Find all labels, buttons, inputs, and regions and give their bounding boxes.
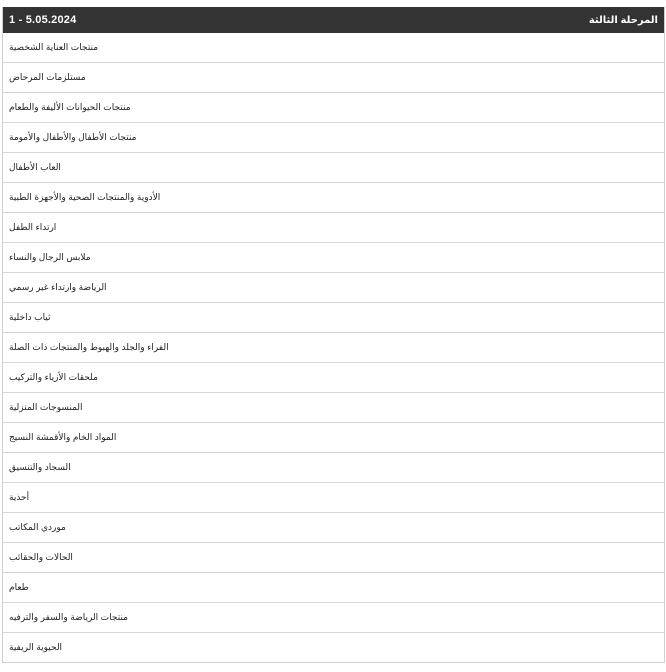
category-row[interactable] — [3, 482, 664, 512]
category-row[interactable] — [3, 182, 664, 212]
category-label: ملحقات الأزياء والتركيب — [9, 372, 98, 382]
category-row[interactable] — [3, 332, 664, 362]
category-label: أحذية — [9, 492, 30, 502]
category-label: منتجات الرياضة والسفر والترفيه — [9, 612, 128, 622]
category-label: العاب الأطفال — [9, 162, 61, 172]
phase-title: المرحلة الثالثة — [588, 14, 658, 26]
category-row[interactable] — [3, 392, 664, 422]
category-label: الحالات والحقائب — [9, 552, 73, 562]
category-label: طعام — [9, 582, 29, 592]
category-row[interactable] — [3, 632, 664, 662]
category-row[interactable] — [3, 33, 664, 62]
category-row[interactable] — [3, 122, 664, 152]
category-label: المنسوجات المنزلية — [9, 402, 83, 412]
category-label: السجاد والتنسيق — [9, 462, 71, 472]
category-label: ثياب داخلية — [9, 312, 51, 322]
category-label: ارتداء الطفل — [9, 222, 57, 232]
category-label: موردي المكاتب — [9, 522, 66, 532]
category-label: مستلزمات المرحاض — [9, 72, 86, 82]
category-row[interactable] — [3, 512, 664, 542]
category-row[interactable] — [3, 542, 664, 572]
table-header — [3, 7, 664, 33]
category-row[interactable] — [3, 212, 664, 242]
category-label: الحيوية الريفية — [9, 642, 63, 652]
category-list — [3, 33, 664, 662]
category-row[interactable] — [3, 602, 664, 632]
category-row[interactable] — [3, 362, 664, 392]
category-label: منتجات العناية الشخصية — [9, 42, 99, 52]
category-row[interactable] — [3, 62, 664, 92]
category-label: الفراء والجلد والهبوط والمنتجات ذات الصلة — [9, 342, 169, 352]
category-row[interactable] — [3, 152, 664, 182]
category-row[interactable] — [3, 302, 664, 332]
category-row[interactable] — [3, 422, 664, 452]
category-label: المواد الخام والأقمشة النسيج — [9, 432, 117, 442]
category-label: الرياضة وارتداء غير رسمي — [9, 282, 107, 292]
category-row[interactable] — [3, 452, 664, 482]
phase-table — [2, 7, 665, 663]
category-label: منتجات الأطفال والأطفال والأمومة — [9, 132, 137, 142]
category-label: منتجات الحيوانات الأليفة والطعام — [9, 102, 131, 112]
category-row[interactable] — [3, 272, 664, 302]
category-row[interactable] — [3, 572, 664, 602]
category-row[interactable] — [3, 92, 664, 122]
date-range: 1 - 5.05.2024 — [9, 14, 77, 26]
category-row[interactable] — [3, 242, 664, 272]
category-label: ملابس الرجال والنساء — [9, 252, 91, 262]
category-label: الأدوية والمنتجات الصحية والأجهزة الطبية — [9, 192, 161, 202]
